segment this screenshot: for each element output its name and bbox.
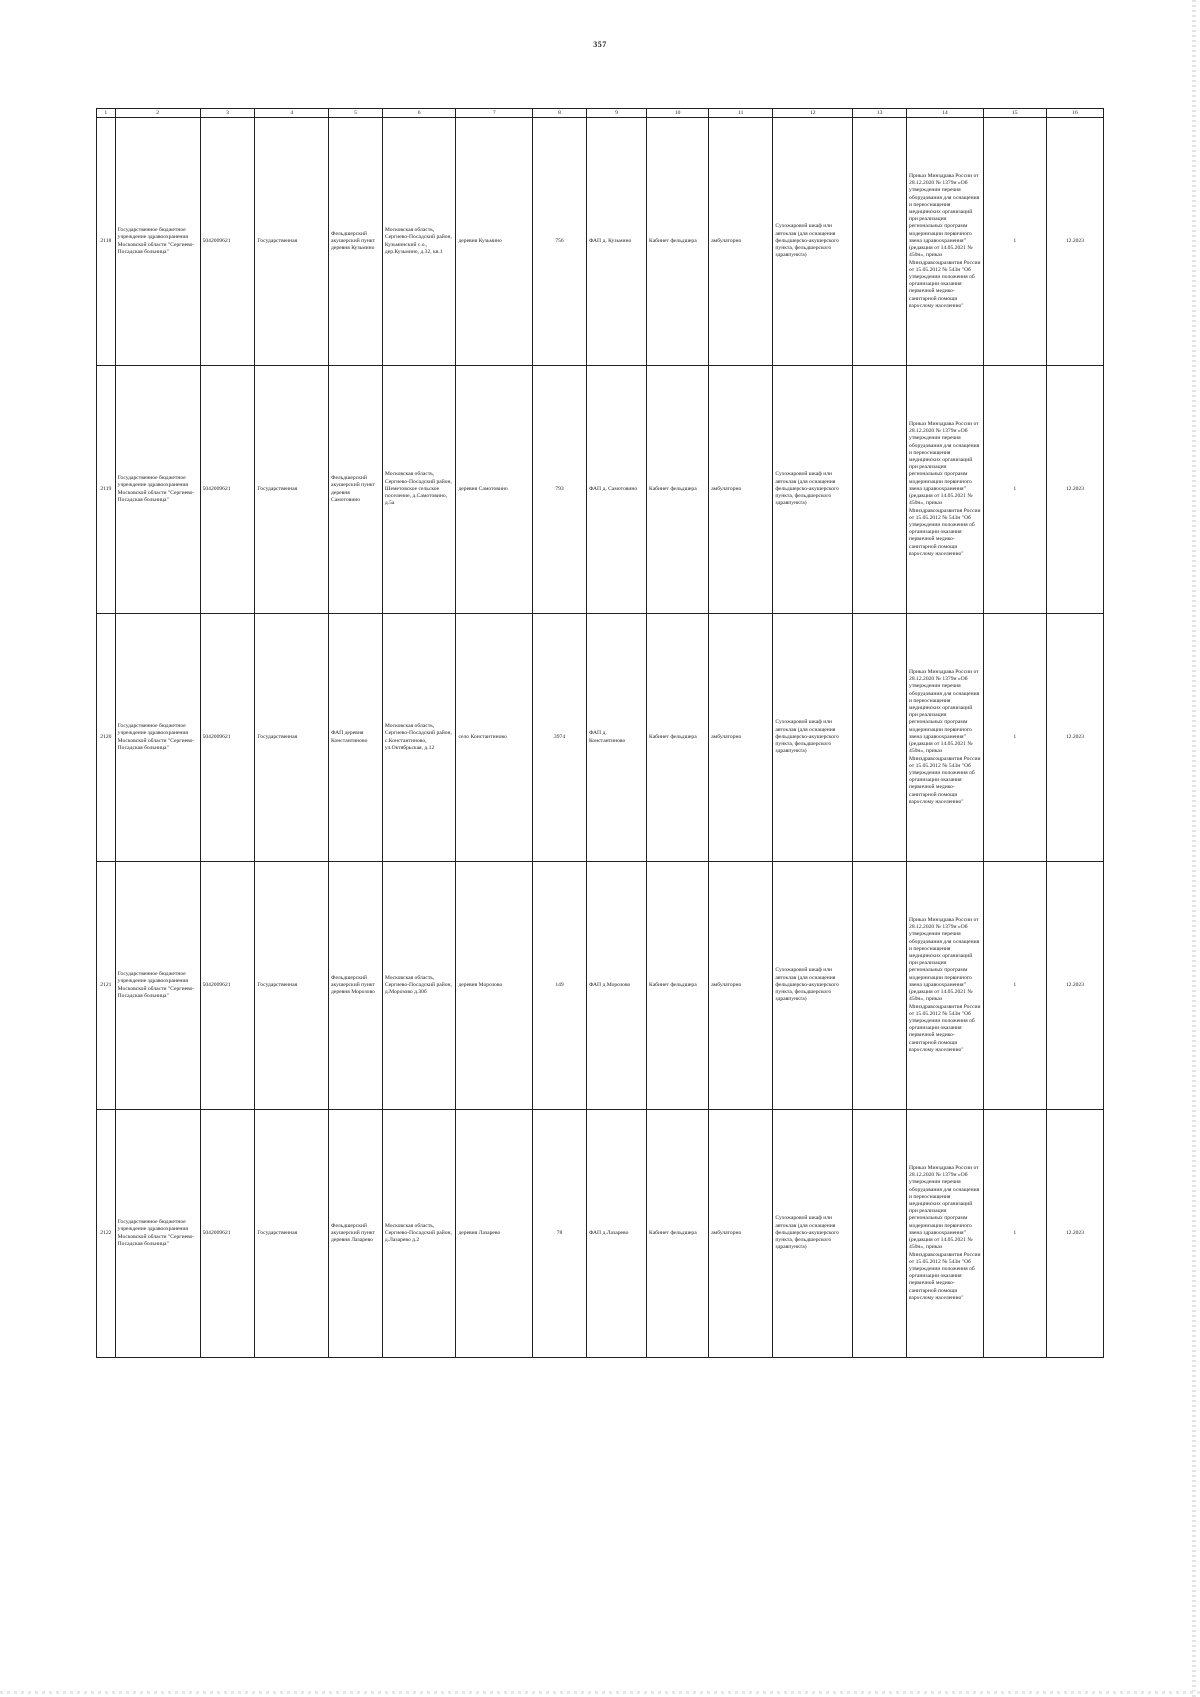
care-type-cell: амбулаторно — [709, 614, 773, 862]
column-header: 3 — [200, 109, 255, 118]
unit-cell: ФАП д. Константиново — [586, 614, 646, 862]
column-header: 6 — [382, 109, 456, 118]
population-cell: 793 — [533, 366, 587, 614]
table-row — [97, 1110, 1104, 1358]
page-number: 357 — [593, 40, 607, 49]
unit-cell: ФАП д.Лазарево — [586, 1110, 646, 1358]
organization-cell: Государственное бюджетное учреждение здравоохранения Московской области "Сергиево-Посадская больница" — [115, 862, 200, 1110]
settlement-cell: деревня Лазарево — [456, 1110, 533, 1358]
address-cell: Московская область, Сергиево-Посадский район, д.Лазарево д.2 — [382, 1110, 456, 1358]
row-number-cell: 2119 — [97, 366, 116, 614]
legal-basis-cell: Приказ Минздрава России от 28.12.2020 № 1379н «Об утверждении перечня оборудования для оснащения и переоснащения медицинских организаций при реализации региональных программ модернизации первичного звена здравоохранения"(редакция от 14.05.2021 № 450н», приказ Минздравсоцразвития России от 15.05.2012 № 543н "Об утверждении положения об организации оказания первичной медико-санитарной помощи взрослому населению" — [907, 862, 984, 1110]
care-type-cell: амбулаторно — [709, 1110, 773, 1358]
column-header: 10 — [647, 109, 709, 118]
address-cell: Московская область, Сергиево-Посадский район, с.Константиново, ул.Октябрьская, д.12 — [382, 614, 456, 862]
facility-cell: ФАП деревня Константиново — [329, 614, 383, 862]
column-header: 11 — [709, 109, 773, 118]
settlement-cell: деревня Самотовино — [456, 366, 533, 614]
room-cell: Кабинет фельдшера — [647, 366, 709, 614]
delivery-date-cell: 12.2023 — [1046, 614, 1103, 862]
inn-cell: 5042009621 — [200, 1110, 255, 1358]
table-row — [97, 366, 1104, 614]
settlement-cell: деревня Кузьмино — [456, 118, 533, 366]
legal-basis-cell: Приказ Минздрава России от 28.12.2020 № 1379н «Об утверждении перечня оборудования для оснащения и переоснащения медицинских организаций при реализации региональных программ модернизации первичного звена здравоохранения"(редакция от 14.05.2021 № 450н», приказ Минздравсоцразвития России от 15.05.2012 № 543н "Об утверждении положения об организации оказания первичной медико-санитарной помощи взрослому населению" — [907, 366, 984, 614]
address-cell: Московская область, Сергиево-Посадский район, д.Морозово д.30б — [382, 862, 456, 1110]
inn-cell: 5042009621 — [200, 118, 255, 366]
inn-cell: 5042009621 — [200, 862, 255, 1110]
care-type-cell: амбулаторно — [709, 118, 773, 366]
room-cell: Кабинет фельдшера — [647, 1110, 709, 1358]
column-13-cell — [853, 1110, 907, 1358]
quantity-cell: 1 — [983, 862, 1046, 1110]
population-cell: 756 — [533, 118, 587, 366]
unit-cell: ФАП д.Морозово — [586, 862, 646, 1110]
care-type-cell: амбулаторно — [709, 862, 773, 1110]
population-cell: 78 — [533, 1110, 587, 1358]
column-header: 14 — [907, 109, 984, 118]
ownership-cell: Государственная — [255, 118, 329, 366]
ownership-cell: Государственная — [255, 366, 329, 614]
equipment-cell: Сухожаровой шкаф или автоклав (для оснащения фельдшерско-акушерского пункта, фельдшерского здравпункта) — [773, 862, 853, 1110]
settlement-cell: деревня Морозово — [456, 862, 533, 1110]
quantity-cell: 1 — [983, 1110, 1046, 1358]
ownership-cell: Государственная — [255, 614, 329, 862]
ownership-cell: Государственная — [255, 1110, 329, 1358]
ownership-cell: Государственная — [255, 862, 329, 1110]
table-row — [97, 614, 1104, 862]
organization-cell: Государственное бюджетное учреждение здравоохранения Московской области "Сергиево-Посадская больница" — [115, 614, 200, 862]
legal-basis-cell: Приказ Минздрава России от 28.12.2020 № 1379н «Об утверждении перечня оборудования для оснащения и переоснащения медицинских организаций при реализации региональных программ модернизации первичного звена здравоохранения"(редакция от 14.05.2021 № 450н», приказ Минздравсоцразвития России от 15.05.2012 № 543н "Об утверждении положения об организации оказания первичной медико-санитарной помощи взрослому населению" — [907, 118, 984, 366]
row-number-cell: 2121 — [97, 862, 116, 1110]
address-cell: Московская область, Сергиево-Посадский район, Шеметовское сельское поселение, д.Самотовино, д.5а — [382, 366, 456, 614]
inn-cell: 5042009621 — [200, 366, 255, 614]
column-header: 5 — [329, 109, 383, 118]
unit-cell: ФАП д. Самотовино — [586, 366, 646, 614]
room-cell: Кабинет фельдшера — [647, 118, 709, 366]
column-13-cell — [853, 614, 907, 862]
settlement-cell: село Константиново — [456, 614, 533, 862]
population-cell: 149 — [533, 862, 587, 1110]
room-cell: Кабинет фельдшера — [647, 614, 709, 862]
column-number-header-row — [97, 109, 1104, 118]
inn-cell: 5042009621 — [200, 614, 255, 862]
equipment-registry-table — [96, 108, 1104, 1358]
population-cell: 3974 — [533, 614, 587, 862]
care-type-cell: амбулаторно — [709, 366, 773, 614]
column-header: 2 — [115, 109, 200, 118]
legal-basis-cell: Приказ Минздрава России от 28.12.2020 № 1379н «Об утверждении перечня оборудования для оснащения и переоснащения медицинских организаций при реализации региональных программ модернизации первичного звена здравоохранения"(редакция от 14.05.2021 № 450н», приказ Минздравсоцразвития России от 15.05.2012 № 543н "Об утверждении положения об организации оказания первичной медико-санитарной помощи взрослому населению" — [907, 1110, 984, 1358]
equipment-cell: Сухожаровой шкаф или автоклав (для оснащения фельдшерско-акушерского пункта, фельдшерского здравпункта) — [773, 366, 853, 614]
room-cell: Кабинет фельдшера — [647, 862, 709, 1110]
column-header: 1 — [97, 109, 116, 118]
column-13-cell — [853, 118, 907, 366]
column-header: 9 — [586, 109, 646, 118]
address-cell: Московская область, Сергиево-Посадский район, Кузьминский с.о., дер.Кузьмино, д.32, кв.1 — [382, 118, 456, 366]
facility-cell: Фельдшерский акушерский пункт деревня Самотовино — [329, 366, 383, 614]
delivery-date-cell: 12.2023 — [1046, 862, 1103, 1110]
organization-cell: Государственное бюджетное учреждение здравоохранения Московской области "Сергиево-Посадская больница" — [115, 366, 200, 614]
equipment-cell: Сухожаровой шкаф или автоклав (для оснащения фельдшерско-акушерского пункта, фельдшерского здравпункта) — [773, 614, 853, 862]
facility-cell: Фельдшерский акушерский пункт деревня Лазарево — [329, 1110, 383, 1358]
facility-cell: Фельдшерский акушерский пункт деревня Морозово — [329, 862, 383, 1110]
facility-cell: Фельдшерский акушерский пункт деревня Кузьмино — [329, 118, 383, 366]
table-row — [97, 862, 1104, 1110]
quantity-cell: 1 — [983, 366, 1046, 614]
organization-cell: Государственное бюджетное учреждение здравоохранения Московской области "Сергиево-Посадская больница" — [115, 1110, 200, 1358]
column-13-cell — [853, 366, 907, 614]
unit-cell: ФАП д. Кузьмино — [586, 118, 646, 366]
quantity-cell: 1 — [983, 614, 1046, 862]
column-header: 4 — [255, 109, 329, 118]
column-header: 7 — [456, 109, 533, 118]
legal-basis-cell: Приказ Минздрава России от 28.12.2020 № 1379н «Об утверждении перечня оборудования для оснащения и переоснащения медицинских организаций при реализации региональных программ модернизации первичного звена здравоохранения"(редакция от 14.05.2021 № 450н», приказ Минздравсоцразвития России от 15.05.2012 № 543н "Об утверждении положения об организации оказания первичной медико-санитарной помощи взрослому населению" — [907, 614, 984, 862]
quantity-cell: 1 — [983, 118, 1046, 366]
delivery-date-cell: 12.2023 — [1046, 366, 1103, 614]
scan-edge-artifact — [1192, 0, 1196, 1697]
equipment-cell: Сухожаровой шкаф или автоклав (для оснащения фельдшерско-акушерского пункта, фельдшерского здравпункта) — [773, 118, 853, 366]
column-header: 12 — [773, 109, 853, 118]
column-header: 15 — [983, 109, 1046, 118]
row-number-cell: 2122 — [97, 1110, 116, 1358]
row-number-cell: 2120 — [97, 614, 116, 862]
delivery-date-cell: 12.2023 — [1046, 118, 1103, 366]
row-number-cell: 2118 — [97, 118, 116, 366]
column-header: 8 — [533, 109, 587, 118]
delivery-date-cell: 12.2023 — [1046, 1110, 1103, 1358]
column-header: 16 — [1046, 109, 1103, 118]
column-13-cell — [853, 862, 907, 1110]
equipment-cell: Сухожаровой шкаф или автоклав (для оснащения фельдшерско-акушерского пункта, фельдшерского здравпункта) — [773, 1110, 853, 1358]
scan-bottom-artifact — [0, 1691, 1200, 1694]
column-header: 13 — [853, 109, 907, 118]
table-row — [97, 118, 1104, 366]
organization-cell: Государственное бюджетное учреждение здравоохранения Московской области "Сергиево-Посадская больница" — [115, 118, 200, 366]
